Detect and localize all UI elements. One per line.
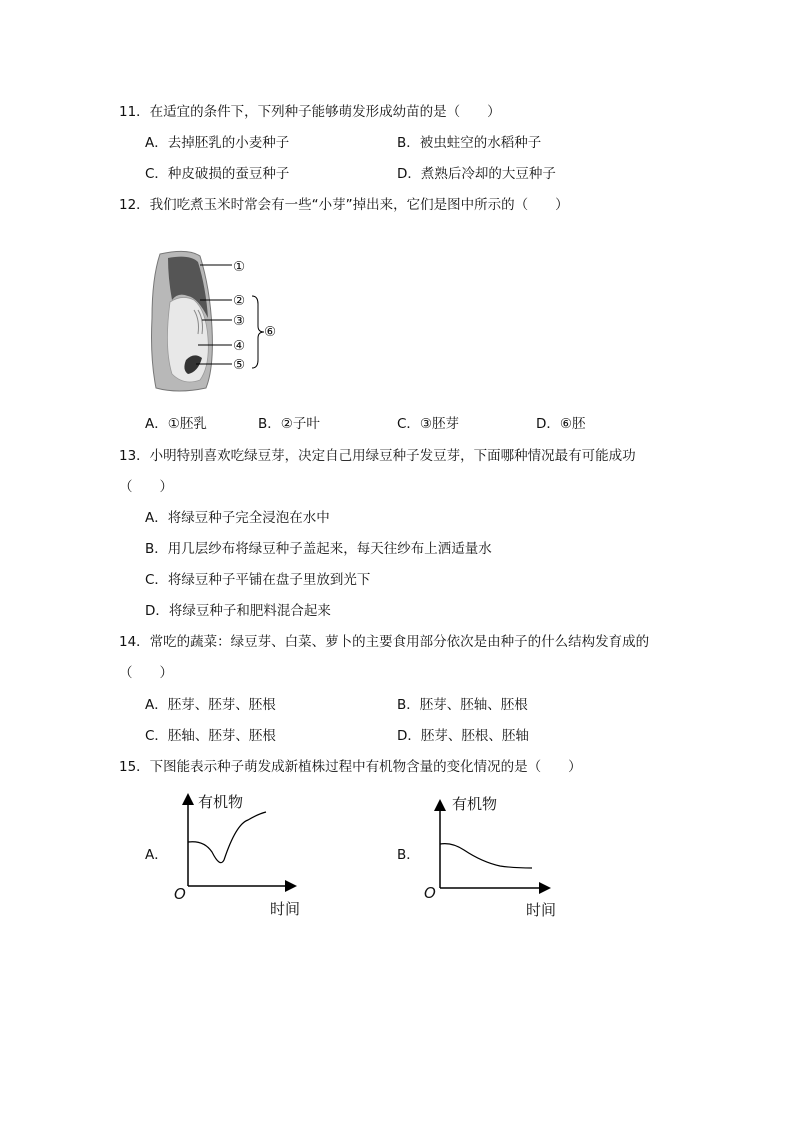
q12-option-a: A．①胚乳 (145, 416, 207, 432)
graph-b-origin: O (424, 884, 436, 902)
q11-stem: 11．在适宜的条件下，下列种子能够萌发形成幼苗的是（ ） (119, 104, 501, 120)
q15-stem: 15．下图能表示种子萌发成新植株过程中有机物含量的变化情况的是（ ） (119, 759, 582, 775)
q13-option-b: B．用几层纱布将绿豆种子盖起来，每天往纱布上洒适量水 (145, 541, 492, 557)
q14-stem-cont: （ ） (119, 665, 173, 681)
graph-b-xlabel: 时间 (526, 901, 557, 919)
q13-stem: 13．小明特别喜欢吃绿豆芽，决定自己用绿豆种子发豆芽，下面哪种情况最有可能成功 (119, 448, 636, 464)
graph-a-origin: O (174, 885, 186, 903)
q13-option-d: D．将绿豆种子和肥料混合起来 (145, 603, 331, 619)
q14-option-b: B．胚芽、胚轴、胚根 (397, 697, 528, 713)
q11-option-d: D．煮熟后冷却的大豆种子 (397, 166, 556, 182)
graph-a-xlabel: 时间 (270, 900, 301, 918)
q14-stem: 14．常吃的蔬菜：绿豆芽、白菜、萝卜的主要食用部分依次是由种子的什么结构发育成的 (119, 634, 650, 650)
graph-b-label: B． (397, 847, 420, 863)
label-4: ④ (233, 338, 246, 354)
q12-option-d: D．⑥胚 (536, 416, 586, 432)
label-3: ③ (233, 313, 246, 329)
q14-option-c: C．胚轴、胚芽、胚根 (145, 728, 276, 744)
label-5: ⑤ (233, 357, 246, 373)
graph-b (424, 798, 554, 898)
label-2: ② (233, 293, 246, 309)
graph-a-label: A． (145, 847, 168, 863)
graph-a-ylabel: 有机物 (198, 793, 244, 811)
q14-option-a: A．胚芽、胚芽、胚根 (145, 697, 276, 713)
graph-b-ylabel: 有机物 (452, 795, 498, 813)
label-1: ① (233, 259, 246, 275)
q13-stem-cont: （ ） (119, 479, 173, 495)
q13-option-a: A．将绿豆种子完全浸泡在水中 (145, 510, 330, 526)
q11-option-c: C．种皮破损的蚕豆种子 (145, 166, 290, 182)
q11-option-a: A．去掉胚乳的小麦种子 (145, 135, 290, 151)
q14-option-d: D．胚芽、胚根、胚轴 (397, 728, 529, 744)
q11-option-b: B．被虫蛀空的水稻种子 (397, 135, 542, 151)
q12-option-b: B．②子叶 (258, 416, 320, 432)
q12-option-c: C．③胚芽 (397, 416, 460, 432)
q13-option-c: C．将绿豆种子平铺在盘子里放到光下 (145, 572, 371, 588)
label-6: ⑥ (264, 324, 277, 340)
q12-stem: 12．我们吃煮玉米时常会有一些“小芽”掉出来，它们是图中所示的（ ） (119, 197, 569, 213)
